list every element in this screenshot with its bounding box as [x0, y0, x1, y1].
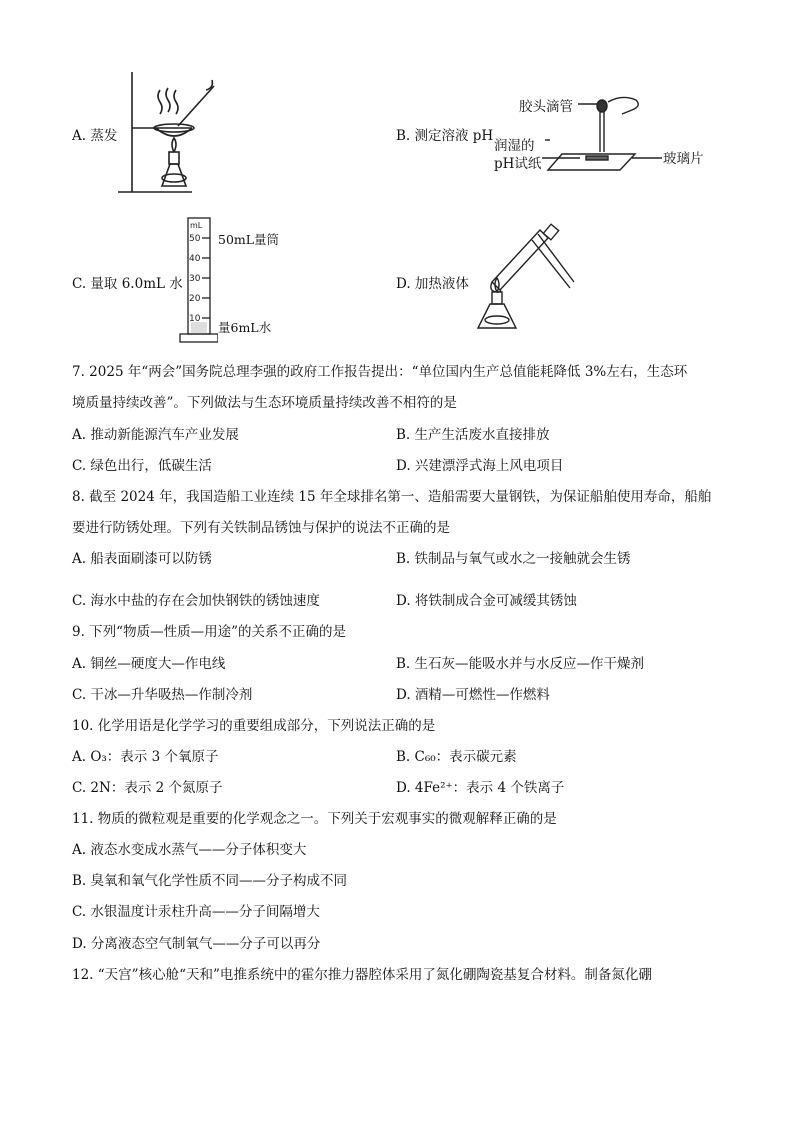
q7-option-d: D. 兴建漂浮式海上风电项目 [396, 458, 564, 474]
q7-stem-line-1: 7. 2025 年“两会”国务院总理李强的政府工作报告提出：“单位国内生产总值能耗降低 3%左右，生态环 [72, 364, 688, 380]
q7-option-a: A. 推动新能源汽车产业发展 [72, 427, 239, 443]
cylinder-tick-20: 20 [189, 294, 201, 304]
q7-stem-line-2: 境质量持续改善”。下列做法与生态环境质量持续改善不相符的是 [72, 395, 457, 411]
cylinder-tick-50: 50 [189, 234, 201, 244]
option-d-label: D. 加热液体 [396, 276, 469, 292]
q11-stem: 11. 物质的微粒观是重要的化学观念之一。下列关于宏观事实的微观解释正确的是 [72, 811, 557, 827]
q8-stem-line-2: 要进行防锈处理。下列有关铁制品锈蚀与保护的说法不正确的是 [72, 520, 450, 536]
q9-option-b: B. 生石灰—能吸水并与水反应—作干燥剂 [396, 656, 645, 672]
q9-option-d: D. 酒精—可燃性—作燃料 [396, 687, 550, 703]
cylinder-caption: 50mL量筒 [218, 232, 280, 247]
q11-option-b: B. 臭氧和氧气化学性质不同——分子构成不同 [72, 873, 348, 889]
q11-option-d: D. 分离液态空气制氧气——分子可以再分 [72, 936, 321, 952]
q8-option-d: D. 将铁制成合金可减缓其锈蚀 [396, 593, 577, 609]
q8-stem-line-1: 8. 截至 2024 年，我国造船工业连续 15 年全球排名第一、造船需要大量钢铁，为保证船舶使用寿命，船舶 [72, 489, 712, 505]
q8-option-c: C. 海水中盐的存在会加快钢铁的锈蚀速度 [72, 593, 320, 609]
option-b-label: B. 测定溶液 pH [396, 128, 494, 144]
q9-option-a: A. 铜丝—硬度大—作电线 [72, 656, 226, 672]
glass-slide-caption: 玻璃片 [663, 151, 704, 167]
ph-test-diagram [540, 92, 665, 174]
water-caption: 量6mL水 [218, 320, 272, 335]
dropper-caption: 胶头滴管 [519, 99, 573, 115]
q9-stem: 9. 下列“物质—性质—用途”的关系不正确的是 [72, 624, 346, 640]
q12-stem: 12. “天宫”核心舱“天和”电推系统中的霍尔推力器腔体采用了氮化硼陶瓷基复合材料。制备氮化硼 [72, 967, 652, 983]
q11-option-a: A. 液态水变成水蒸气——分子体积变大 [72, 842, 307, 858]
cylinder-tick-10: 10 [189, 314, 201, 324]
option-c-label: C. 量取 6.0mL 水 [72, 276, 183, 292]
q7-option-b: B. 生产生活废水直接排放 [396, 427, 550, 443]
evaporation-apparatus [112, 68, 222, 196]
q10-option-b: B. C₆₀：表示碳元素 [396, 749, 517, 765]
q10-option-d: D. 4Fe²⁺：表示 4 个铁离子 [396, 780, 565, 796]
q11-option-c: C. 水银温度计汞柱升高——分子间隔增大 [72, 904, 320, 920]
graduated-cylinder [178, 214, 218, 346]
cylinder-tick-30: 30 [189, 274, 201, 284]
q9-option-c: C. 干冰—升华吸热—作制冷剂 [72, 687, 253, 703]
ph-paper-caption-1: 润湿的 [494, 138, 535, 154]
option-a-label: A. 蒸发 [72, 128, 118, 144]
q7-option-c: C. 绿色出行，低碳生活 [72, 458, 212, 474]
q8-option-a: A. 船表面刷漆可以防锈 [72, 551, 212, 567]
ph-paper-caption-2: pH试纸 [494, 156, 542, 172]
heating-liquid-apparatus [470, 222, 580, 334]
cylinder-unit: mL [190, 221, 203, 230]
q10-option-a: A. O₃：表示 3 个氧原子 [72, 749, 219, 765]
q8-option-b: B. 铁制品与氧气或水之一接触就会生锈 [396, 551, 631, 567]
cylinder-tick-40: 40 [189, 254, 201, 264]
q10-option-c: C. 2N：表示 2 个氮原子 [72, 780, 223, 796]
q10-stem: 10. 化学用语是化学学习的重要组成部分，下列说法正确的是 [72, 718, 436, 734]
